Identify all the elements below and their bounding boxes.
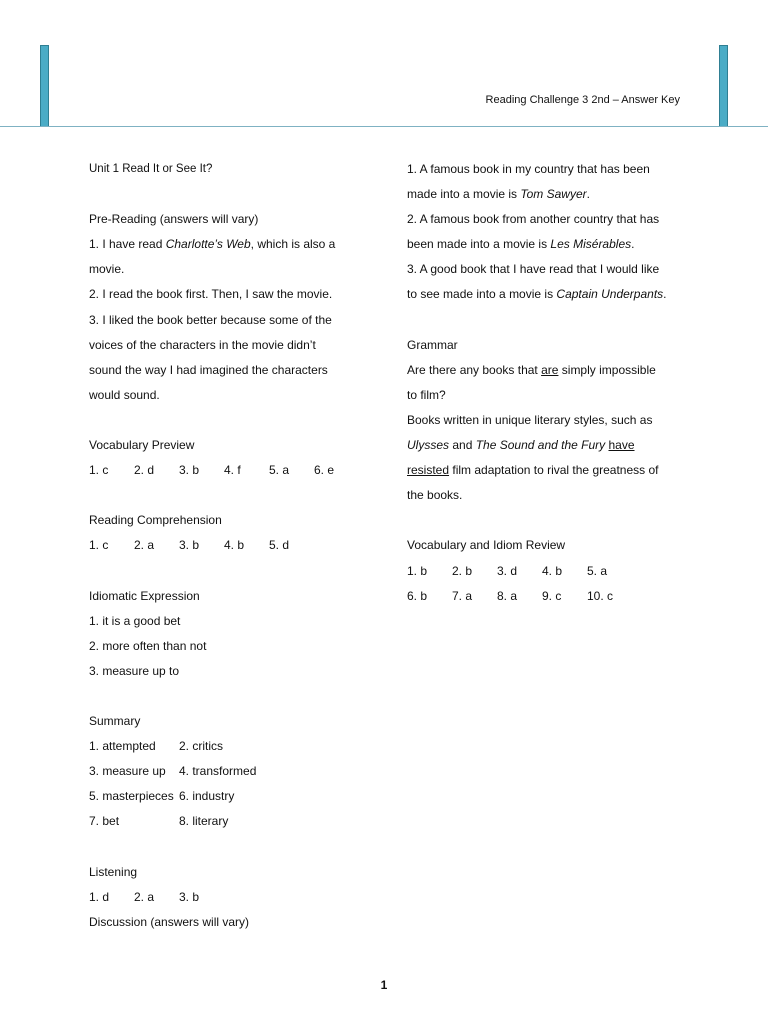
discussion-answer-2: 2. A famous book from another country that has <box>407 212 660 227</box>
discussion-answer-1: 1. A famous book in my country that has been <box>407 162 650 176</box>
text: . <box>631 237 635 252</box>
prereading-answer-2: 2. I read the book first. Then, I saw the movie. <box>89 287 333 302</box>
discussion-answer-3: 3. A good book that I have read that I would like <box>407 262 660 277</box>
idiom-answer: 1. it is a good bet <box>89 613 181 628</box>
grammar-heading: Grammar <box>407 337 458 352</box>
review-answer: 1. b <box>407 563 428 578</box>
review-answer: 3. d <box>497 563 518 578</box>
review-answer: 2. b <box>452 563 473 578</box>
prereading-answer-3-cont: would sound. <box>89 387 160 402</box>
rc-answer: 3. b <box>179 538 200 553</box>
vocab-answer: 4. f <box>224 463 241 478</box>
review-answer: 5. a <box>587 563 608 578</box>
book-title: Tom Sawyer <box>520 187 587 202</box>
page-number: 1 <box>380 978 388 992</box>
summary-heading: Summary <box>89 714 141 729</box>
prereading-answer-1 <box>89 232 379 257</box>
vocab-heading: Vocabulary Preview <box>89 438 195 453</box>
review-answer: 4. b <box>542 563 563 578</box>
book-title: Les Misérables <box>550 237 632 252</box>
listening-answers <box>89 885 379 910</box>
right-column <box>407 157 707 609</box>
discussion-heading: Discussion (answers will vary) <box>89 914 250 929</box>
summary-answer: 2. critics <box>179 739 224 754</box>
text: Are there any books that <box>407 362 542 377</box>
review-answer: 8. a <box>497 588 518 603</box>
vocab-answers <box>89 458 379 483</box>
summary-row <box>89 784 379 809</box>
listening-answer: 2. a <box>134 889 155 904</box>
review-answer: 9. c <box>542 588 562 603</box>
prereading-answer-1-cont: movie. <box>89 262 125 277</box>
unit-title: Unit 1 Read It or See It? <box>89 163 213 175</box>
vocab-answer: 3. b <box>179 463 200 478</box>
summary-answer: 5. masterpieces <box>89 789 174 804</box>
summary-answer: 8. literary <box>179 814 229 829</box>
book-title: Charlotte’s Web <box>165 237 251 252</box>
underlined-word: have <box>608 438 635 453</box>
header-bar-left <box>40 45 49 127</box>
rc-answer: 1. c <box>89 538 109 553</box>
listening-answer: 1. d <box>89 889 110 904</box>
summary-row <box>89 809 379 834</box>
rc-answer: 5. d <box>269 538 290 553</box>
review-answer: 6. b <box>407 588 428 603</box>
book-title: The Sound and the Fury <box>475 438 606 453</box>
grammar-sentence-2-cont <box>407 458 707 483</box>
prereading-heading: Pre-Reading (answers will vary) <box>89 212 259 227</box>
text: film adaptation to rival the greatness of <box>449 463 659 478</box>
discussion-answer-2-cont <box>407 232 707 257</box>
summary-answer: 1. attempted <box>89 739 156 754</box>
text: , which is also a <box>250 237 336 252</box>
discussion-answer-3-cont <box>407 282 707 307</box>
review-answer: 7. a <box>452 588 473 603</box>
prereading-answer-3: 3. I liked the book better because some of the <box>89 312 332 327</box>
text: and <box>449 438 476 453</box>
summary-answer: 7. bet <box>89 814 120 829</box>
text: . <box>586 187 590 202</box>
vocab-answer: 1. c <box>89 463 109 478</box>
summary-answer: 3. measure up <box>89 764 166 779</box>
grammar-sentence-2: Books written in unique literary styles, such as <box>407 412 653 427</box>
text: 1. I have read <box>89 237 166 252</box>
prereading-answer-3-cont: voices of the characters in the movie didn’t <box>89 337 316 352</box>
text: been made into a movie is <box>407 237 551 252</box>
idiom-answer: 2. more often than not <box>89 638 207 653</box>
review-answers-row <box>407 584 707 609</box>
text: simply impossible <box>558 362 656 377</box>
header-bar-right <box>719 45 728 127</box>
rc-answers <box>89 533 379 558</box>
grammar-sentence-2-cont <box>407 433 707 458</box>
rc-answer: 4. b <box>224 538 245 553</box>
grammar-sentence-1-cont: to film? <box>407 387 446 402</box>
summary-row <box>89 759 379 784</box>
rc-heading: Reading Comprehension <box>89 513 222 528</box>
vocab-answer: 5. a <box>269 463 290 478</box>
summary-answer: 6. industry <box>179 789 235 804</box>
grammar-sentence-2-cont: the books. <box>407 488 463 503</box>
idiom-heading: Idiomatic Expression <box>89 588 200 603</box>
text: made into a movie is <box>407 187 521 202</box>
header-title: Reading Challenge 3 2nd – Answer Key <box>485 94 680 106</box>
discussion-answer-1-cont <box>407 182 707 207</box>
book-title: Captain Underpants <box>556 287 664 302</box>
grammar-sentence-1 <box>407 358 707 383</box>
summary-row <box>89 734 379 759</box>
prereading-answer-3-cont: sound the way I had imagined the characters <box>89 362 328 377</box>
review-answer: 10. c <box>587 588 614 603</box>
underlined-word: resisted <box>407 463 450 478</box>
text: to see made into a movie is <box>407 287 557 302</box>
text: . <box>663 287 667 302</box>
header-divider <box>0 126 768 127</box>
summary-answer: 4. transformed <box>179 764 257 779</box>
listening-answer: 3. b <box>179 889 200 904</box>
vocab-answer: 6. e <box>314 463 335 478</box>
left-column <box>89 157 379 935</box>
review-heading: Vocabulary and Idiom Review <box>407 538 566 553</box>
idiom-answer: 3. measure up to <box>89 663 180 678</box>
rc-answer: 2. a <box>134 538 155 553</box>
review-answers-row <box>407 559 707 584</box>
underlined-word: are <box>541 362 559 377</box>
book-title: Ulysses <box>407 438 450 453</box>
listening-heading: Listening <box>89 864 138 879</box>
vocab-answer: 2. d <box>134 463 155 478</box>
